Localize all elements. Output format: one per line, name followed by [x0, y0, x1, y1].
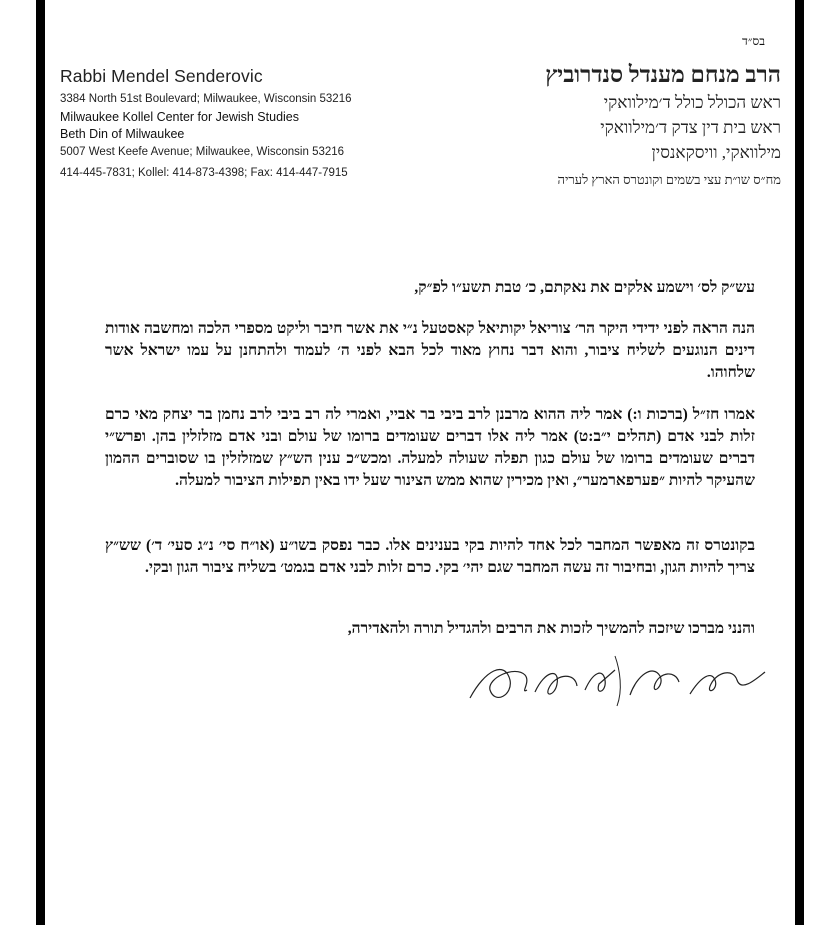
- signature: [465, 650, 775, 710]
- hebrew-letterhead: [421, 62, 781, 191]
- bsd-mark: בס״ד: [742, 34, 765, 48]
- letter-paragraph-2: אמרו חז״ל (ברכות ו:) אמר ליה ההוא מרבנן לרב ביבי בר אביי, ואמרי לה רב ביבי לרב נחמן בר יצחק מאי כרם זלות לבני אדם (תהלים י״ב:ט) אמר ליה אלו דברים שעומדים ברומו של עולם ובני אדם מזלזלין בהן. ופרש״י דברים שעומדים ברומו של עולם כגון תפלה שעולה למעלה. ומכש״כ ענין הש״ץ שמזלזלין בו שסוברים ההמון שהעיקר להיות ״פערפארמער״, ואין מכירין שהוא ממש הצינור שעל ידו באין תפילות הציבור למעלה.: [105, 406, 755, 489]
- right-border: [795, 0, 804, 925]
- letter-closing: והנני מברכו שיזכה להמשיך לזכות את הרבים ולהגדיל תורה ולהאדירה,: [347, 620, 755, 637]
- letter-date: עש״ק לס׳ וישמע אלקים את נאקתם, כ׳ טבת תשע״ו לפ״ק,: [414, 279, 755, 296]
- title-beth-din-he: ראש בית דין צדק ד׳מילוואקי: [600, 118, 781, 137]
- kollel-name: Milwaukee Kollel Center for Jewish Studies: [60, 110, 299, 124]
- rabbi-name-en: Rabbi Mendel Senderovic: [60, 66, 263, 86]
- letter-paragraph-3: בקונטרס זה מאפשר המחבר לכל אחד להיות בקי בענינים אלו. כבר נפסק בשו״ע (או״ח סי׳ נ״ג סעי׳ ד׳) שש״ץ צריך להיות הגון, ובחיבור זה עשה המחבר שגם יהי׳ בקי. כרם זלות לבני אדם בגמט׳ בשליח ציבור הגון ובקי.: [105, 537, 755, 576]
- left-border: [36, 0, 45, 925]
- beth-din-name: Beth Din of Milwaukee: [60, 127, 185, 141]
- home-address: 3384 North 51st Boulevard; Milwaukee, Wisconsin 53216: [60, 93, 352, 105]
- letter-page: [45, 0, 795, 925]
- letter-paragraph-1: הנה הראה לפני ידידי היקר הר׳ צוריאל יקותיאל קאסטעל נ״י את אשר חיבר וליקט מספרי הלכה ומחשבה אודות דינים הנוגעים לשליח ציבור, והוא דבר נחוץ מאוד לכל הבא לפני ה׳ לעמוד ולהתחנן על עמו ישראל אשר שלחוהו.: [105, 320, 755, 381]
- location-he: מילוואקי, וויסקאנסין: [651, 143, 781, 162]
- rabbi-name-he: הרב מנחם מענדל סנדרוביץ: [545, 62, 781, 87]
- english-letterhead: [60, 66, 390, 183]
- office-address: 5007 West Keefe Avenue; Milwaukee, Wisconsin 53216: [60, 146, 345, 158]
- author-of-he: מח״ס שו״ת עצי בשמים וקונטרס הארץ לעריה: [557, 172, 781, 187]
- title-kollel-he: ראש הכולל כולל ד׳מילוואקי: [603, 93, 781, 112]
- phone-numbers: 414-445-7831; Kollel: 414-873-4398; Fax: 414-447-7915: [60, 167, 348, 179]
